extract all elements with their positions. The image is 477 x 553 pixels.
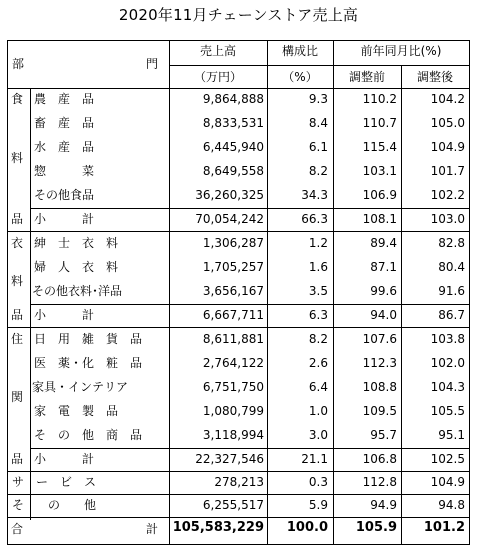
cell-before: 94.9 (370, 498, 397, 512)
row-label: そ の 他 (12, 498, 97, 512)
grid-line (169, 40, 170, 545)
cell-share: 9.3 (308, 92, 328, 106)
cell-sales: 6,667,711 (202, 308, 264, 322)
cell-after: 104.9 (430, 140, 465, 154)
cell-sales: 6,751,750 (202, 380, 264, 394)
row-label: 家 電 製 品 (34, 404, 119, 418)
grid-line (30, 448, 470, 449)
row-label: 家具・インテリア (32, 380, 129, 394)
cell-sales: 278,213 (214, 475, 264, 489)
cell-share: 2.6 (308, 356, 328, 370)
row-label: 小 計 (34, 212, 95, 226)
cell-before: 106.9 (362, 188, 397, 202)
header-yoy-after: 調整後 (416, 70, 453, 84)
cell-sales: 6,255,517 (202, 498, 264, 512)
cell-before: 112.8 (362, 475, 397, 489)
row-label: 医 薬・化 粧 品 (34, 356, 143, 370)
cell-after: 105.5 (430, 404, 465, 418)
cell-share: 3.0 (308, 428, 328, 442)
cell-share: 66.3 (301, 212, 328, 226)
cell-share: 8.2 (308, 332, 328, 346)
cell-after: 102.0 (430, 356, 465, 370)
cell-sales: 3,118,994 (202, 428, 264, 442)
row-label: サ ー ビ ス (12, 475, 97, 489)
cell-share: 3.5 (308, 284, 328, 298)
cell-share: 8.2 (308, 164, 328, 178)
total-share: 100.0 (286, 520, 328, 535)
cell-share: 1.0 (308, 404, 328, 418)
cell-before: 110.2 (362, 92, 397, 106)
cell-share: 0.3 (308, 475, 328, 489)
category-label: 品 (11, 452, 24, 466)
cell-sales: 1,306,287 (202, 236, 264, 250)
group-food-bottom: 料 (11, 151, 24, 165)
group-housing-top: 住 (11, 332, 24, 346)
category-label: 品 (11, 212, 24, 226)
header-sales: 売上高 (199, 44, 236, 58)
cell-before: 107.6 (362, 332, 397, 346)
cell-after: 104.3 (430, 380, 465, 394)
cell-before: 108.1 (362, 212, 397, 226)
header-yoy: 前年同月比(%) (360, 44, 442, 58)
cell-before: 87.1 (370, 260, 397, 274)
grid-line (267, 40, 268, 545)
header-dept-left: 部 (12, 57, 25, 71)
total-sales: 105,583,229 (172, 520, 264, 535)
total-before: 105.9 (355, 520, 397, 535)
cell-after: 104.2 (430, 92, 465, 106)
cell-sales: 6,445,940 (202, 140, 264, 154)
cell-after: 95.1 (438, 428, 465, 442)
cell-share: 5.9 (308, 498, 328, 512)
grid-line (7, 327, 470, 328)
cell-after: 102.2 (430, 188, 465, 202)
header-sales-unit: （万円） (193, 70, 242, 84)
cell-sales: 8,611,881 (202, 332, 264, 346)
header-share-unit: （%） (282, 70, 318, 84)
cell-before: 103.1 (362, 164, 397, 178)
cell-after: 86.7 (438, 308, 465, 322)
cell-after: 101.7 (430, 164, 465, 178)
header-yoy-before: 調整前 (348, 70, 385, 84)
group-housing-bottom: 関 (11, 390, 24, 404)
total-after: 101.2 (423, 520, 465, 535)
cell-sales: 3,656,167 (202, 284, 264, 298)
grid-line (7, 494, 470, 495)
grid-line (7, 517, 470, 518)
cell-before: 89.4 (370, 236, 397, 250)
row-label: 小 計 (34, 308, 95, 322)
grid-line (7, 88, 470, 89)
cell-sales: 2,764,122 (202, 356, 264, 370)
cell-share: 6.1 (308, 140, 328, 154)
cell-after: 103.0 (430, 212, 465, 226)
cell-sales: 9,864,888 (202, 92, 264, 106)
row-label: そ の 他 商 品 (34, 428, 143, 442)
cell-before: 106.8 (362, 452, 397, 466)
group-clothing-top: 衣 (11, 236, 24, 250)
grid-line (30, 304, 470, 305)
grid-line (169, 65, 470, 66)
cell-before: 110.7 (362, 116, 397, 130)
cell-sales: 8,649,558 (202, 164, 264, 178)
cell-before: 115.4 (362, 140, 397, 154)
row-label: その他衣料･洋品 (32, 284, 123, 298)
cell-before: 94.0 (370, 308, 397, 322)
header-dept-right: 門 (146, 57, 159, 71)
row-label: 水 産 品 (34, 140, 95, 154)
group-food-top: 食 (11, 92, 24, 106)
cell-share: 34.3 (301, 188, 328, 202)
row-label: その他食品 (34, 188, 95, 202)
cell-sales: 70,054,242 (195, 212, 264, 226)
cell-after: 94.8 (438, 498, 465, 512)
cell-before: 99.6 (370, 284, 397, 298)
cell-after: 80.4 (438, 260, 465, 274)
cell-share: 1.2 (308, 236, 328, 250)
cell-before: 108.8 (362, 380, 397, 394)
cell-after: 105.0 (430, 116, 465, 130)
header-share: 構成比 (281, 44, 318, 58)
cell-after: 82.8 (438, 236, 465, 250)
cell-before: 95.7 (370, 428, 397, 442)
cell-share: 6.4 (308, 380, 328, 394)
cell-before: 112.3 (362, 356, 397, 370)
cell-after: 104.9 (430, 475, 465, 489)
cell-after: 102.5 (430, 452, 465, 466)
group-clothing-bottom: 料 (11, 274, 24, 288)
cell-sales: 8,833,531 (202, 116, 264, 130)
row-label: 紳 士 衣 料 (34, 236, 119, 250)
page-title: 2020年11月チェーンストア売上高 (118, 6, 359, 24)
grid-line (7, 231, 470, 232)
row-label: 畜 産 品 (34, 116, 95, 130)
cell-share: 1.6 (308, 260, 328, 274)
cell-sales: 1,080,799 (202, 404, 264, 418)
cell-share: 8.4 (308, 116, 328, 130)
cell-before: 109.5 (362, 404, 397, 418)
grid-line (30, 208, 470, 209)
row-label: 農 産 品 (34, 92, 95, 106)
row-label: 婦 人 衣 料 (34, 260, 119, 274)
grid-line (333, 40, 334, 545)
cell-share: 21.1 (301, 452, 328, 466)
total-right: 計 (146, 522, 159, 536)
row-label: 小 計 (34, 452, 95, 466)
cell-after: 103.8 (430, 332, 465, 346)
row-label: 惣 菜 (34, 164, 95, 178)
row-label: 日 用 雑 貨 品 (34, 332, 143, 346)
cell-sales: 22,327,546 (195, 452, 264, 466)
grid-line (7, 471, 470, 472)
cell-sales: 36,260,325 (195, 188, 264, 202)
cell-after: 91.6 (438, 284, 465, 298)
cell-share: 6.3 (308, 308, 328, 322)
category-label: 品 (11, 308, 24, 322)
grid-line (401, 65, 402, 545)
cell-sales: 1,705,257 (202, 260, 264, 274)
total-left: 合 (11, 522, 24, 536)
